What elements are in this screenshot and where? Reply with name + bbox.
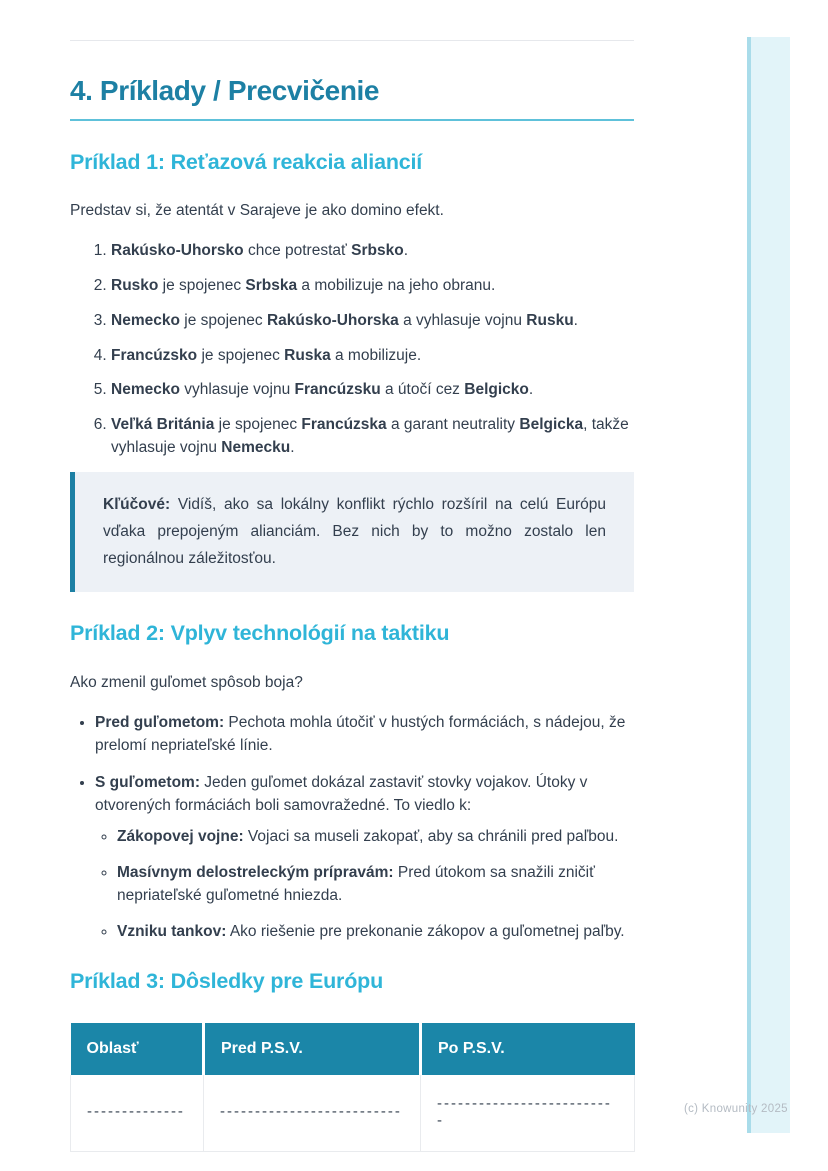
table-cell: -------------------------- [204,1075,421,1152]
section-2-intro: Ako zmenil guľomet spôsob boja? [70,674,303,692]
page-edge-strip [747,37,790,1133]
alliance-chain-list [70,240,634,461]
consequences-table [70,1023,635,1152]
section-2-heading: Príklad 2: Vplyv technológií na taktiku [70,621,450,646]
table-cell: -------------------------- [421,1075,635,1152]
machine-gun-sublist [95,826,634,944]
column-header: Pred P.S.V. [204,1023,421,1075]
list-item: 6. Veľká Británia je spojenec Francúzska a garant neutrality Belgicka, takže vyhlasuje vojnu Nemecku. [111,414,634,460]
top-divider [70,40,634,41]
table-header-row [71,1023,635,1075]
section-1-heading: Príklad 1: Reťazová reakcia aliancií [70,149,423,174]
table-cell: -------------- [71,1075,204,1152]
list-item: ◦ Zákopovej vojne: Vojaci sa museli zakopať, aby sa chránili pred paľbou. [117,826,634,849]
list-item: 2. Rusko je spojenec Srbska a mobilizuje na jeho obranu. [111,275,634,298]
list-item: ◦ Vzniku tankov: Ako riešenie pre prekonanie zákopov a guľometnej paľby. [117,921,634,944]
list-item-text: S guľometom: Jeden guľomet dokázal zastaviť stovky vojakov. Útoky v otvorených formáciách boli samovražedné. To viedlo k: [95,774,588,815]
list-item: • Pred guľometom: Pechota mohla útočiť v hustých formáciách, s nádejou, že prelomí nepriateľské línie. [95,712,634,758]
page-title: 4. Príklady / Precvičenie [70,74,634,121]
key-takeaway-callout: Kľúčové: Vidíš, ako sa lokálny konflikt rýchlo rozšíril na celú Európu vďaka prepojeným alianciám. Bez nich by to možno zostalo len regionálnou záležitosťou. [70,472,634,592]
table-row [71,1075,635,1152]
section-1-intro: Predstav si, že atentát v Sarajeve je ako domino efekt. [70,202,444,220]
list-item: 1. Rakúsko-Uhorsko chce potrestať Srbsko. [111,240,634,263]
section-3-heading: Príklad 3: Dôsledky pre Európu [70,968,384,993]
list-item: 5. Nemecko vyhlasuje vojnu Francúzsku a útočí cez Belgicko. [111,379,634,402]
list-item: ◦ Masívnym delostreleckým prípravám: Pred útokom sa snažili zničiť nepriateľské guľometné hniezda. [117,862,634,908]
document-page [70,0,634,1152]
column-header: Oblasť [71,1023,204,1075]
list-item: 3. Nemecko je spojenec Rakúsko-Uhorska a vyhlasuje vojnu Rusku. [111,310,634,333]
list-item: 4. Francúzsko je spojenec Ruska a mobilizuje. [111,345,634,368]
machine-gun-list [70,712,634,944]
copyright-watermark: (c) Knowunity 2025 [684,1103,788,1115]
column-header: Po P.S.V. [421,1023,635,1075]
list-item [95,772,634,944]
